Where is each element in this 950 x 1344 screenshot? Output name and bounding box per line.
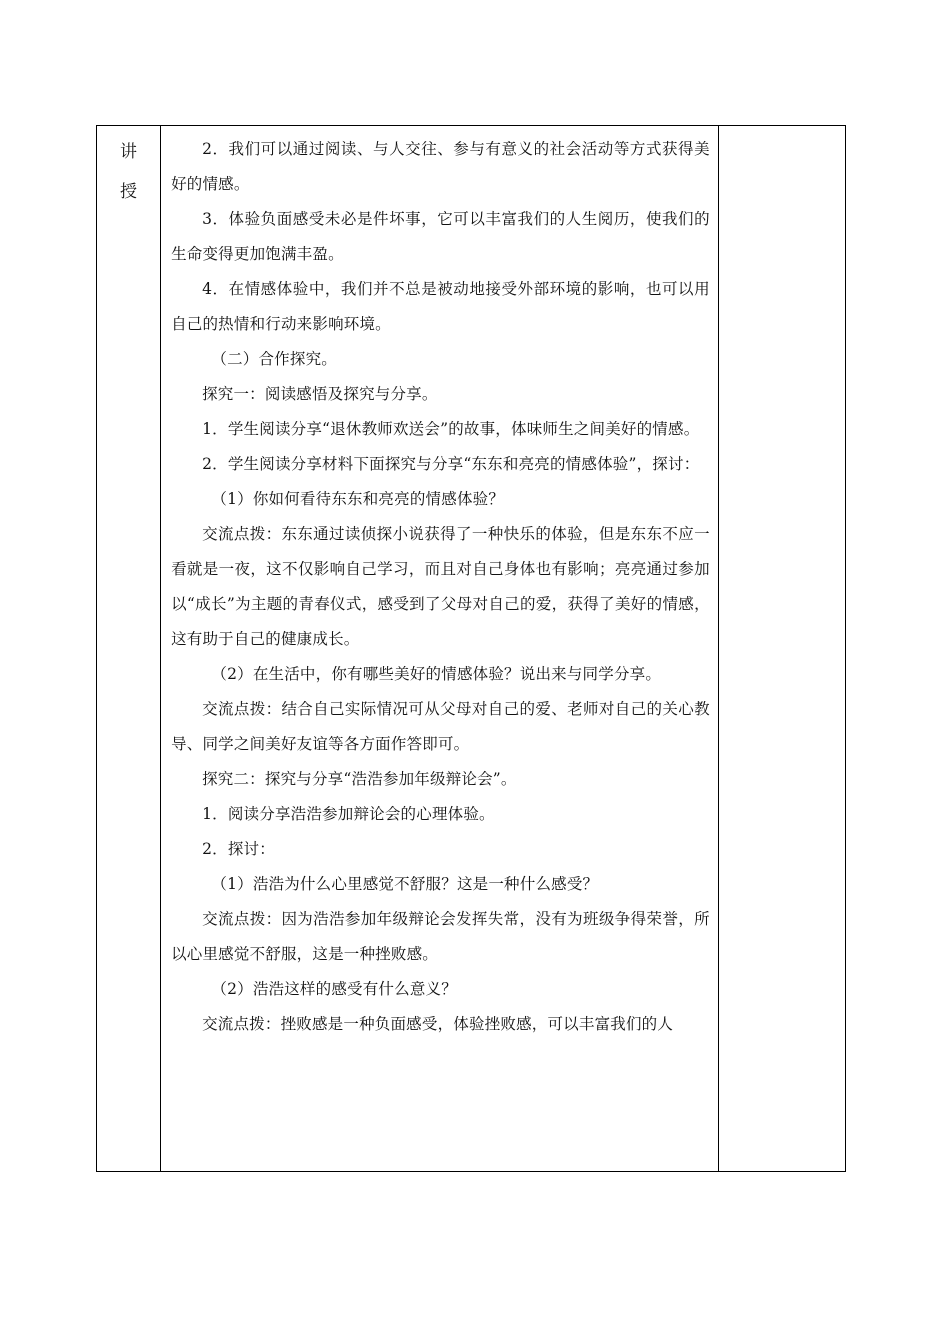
content-paragraph: 1．阅读分享浩浩参加辩论会的心理体验。	[202, 805, 495, 823]
content-paragraph: 交流点拨：因为浩浩参加年级辩论会发挥失常，没有为班级争得荣誉，所以心里感觉不舒服，这是一种挫败感。	[171, 910, 710, 963]
content-paragraph: 探究一：阅读感悟及探究与分享。	[202, 385, 438, 403]
content-paragraph: 3．体验负面感受未必是件坏事，它可以丰富我们的人生阅历，使我们的生命变得更加饱满丰盈。	[171, 210, 710, 263]
content-paragraph: 2．学生阅读分享材料下面探究与分享“东东和亮亮的情感体验”，探讨：	[202, 455, 700, 473]
content-paragraph: 交流点拨：挫败感是一种负面感受，体验挫败感，可以丰富我们的人	[202, 1015, 674, 1033]
content-paragraph: （1）你如何看待东东和亮亮的情感体验？	[211, 490, 505, 508]
content-paragraph: （1）浩浩为什么心里感觉不舒服？这是一种什么感受？	[211, 875, 599, 893]
section-label-char: 讲	[120, 142, 138, 162]
notes-cell	[718, 126, 845, 1172]
lesson-row	[97, 126, 846, 1172]
content-paragraph: 2．探讨：	[202, 840, 275, 858]
content-paragraph: 1．学生阅读分享“退休教师欢送会”的故事，体味师生之间美好的情感。	[202, 420, 700, 438]
content-paragraph: 2．我们可以通过阅读、与人交往、参与有意义的社会活动等方式获得美好的情感。	[171, 140, 710, 193]
content-paragraph: （2）在生活中，你有哪些美好的情感体验？说出来与同学分享。	[211, 665, 662, 683]
section-label-cell	[97, 126, 161, 1172]
content-paragraph: 探究二：探究与分享“浩浩参加年级辩论会”。	[202, 770, 517, 788]
lesson-content-cell	[161, 126, 719, 1172]
content-paragraph: 4．在情感体验中，我们并不总是被动地接受外部环境的影响，也可以用自己的热情和行动来影响环境。	[171, 280, 710, 333]
content-paragraph: 交流点拨：东东通过读侦探小说获得了一种快乐的体验，但是东东不应一看就是一夜，这不仅影响自己学习，而且对自己身体也有影响；亮亮通过参加以“成长”为主题的青春仪式，感受到了父母对自己的爱，获得了美好的情感，这有助于自己的健康成长。	[171, 525, 710, 648]
content-paragraph: （二）合作探究。	[211, 350, 337, 368]
section-label-char: 授	[120, 182, 138, 202]
content-paragraph: 交流点拨：结合自己实际情况可从父母对自己的爱、老师对自己的关心教导、同学之间美好友谊等各方面作答即可。	[171, 700, 710, 753]
content-paragraph: （2）浩浩这样的感受有什么意义？	[211, 980, 457, 998]
lesson-table	[96, 125, 846, 1172]
